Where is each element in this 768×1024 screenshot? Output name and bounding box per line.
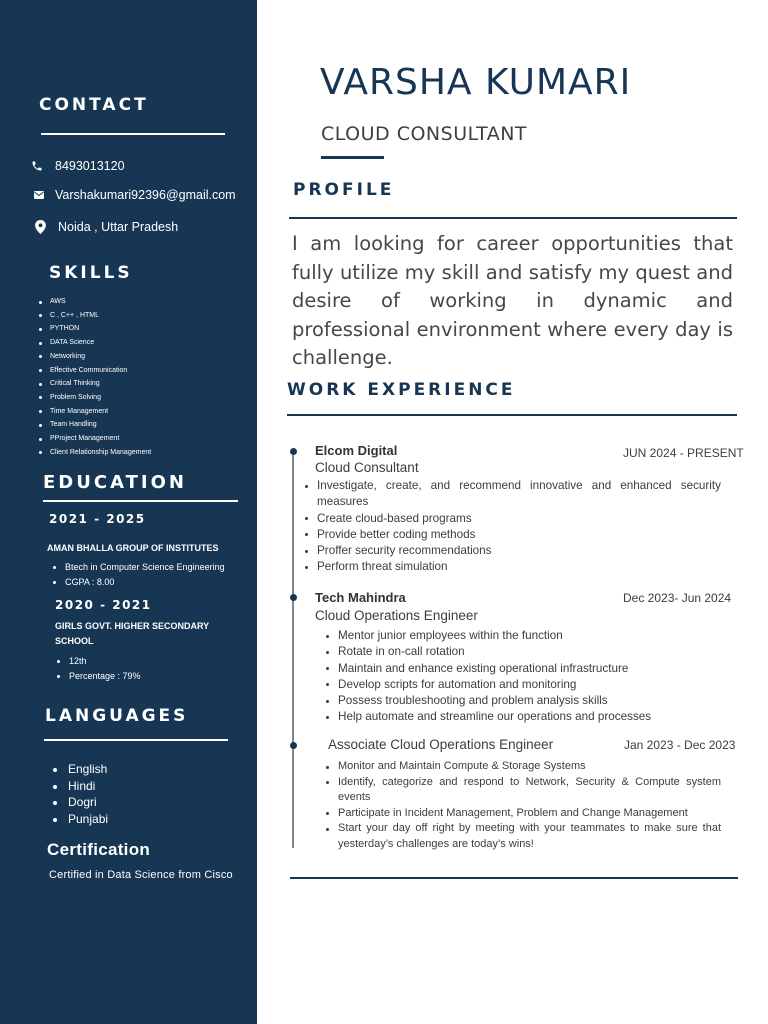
role-underline [321,156,384,159]
company-name: Elcom Digital [315,443,398,458]
skill-item: Problem Solving [38,391,151,405]
education-years: 2021 - 2025 [49,512,146,526]
job-title: Cloud Operations Engineer [315,608,478,623]
phone-number: 8493013120 [55,159,125,173]
job-title: Cloud Consultant [315,460,419,475]
skill-item: AWS [38,295,151,309]
education-detail: 12th [52,654,141,669]
mail-icon [32,188,46,202]
duty-item: Provide better coding methods [317,527,721,543]
education-detail: Btech in Computer Science Engineering [48,560,225,575]
skill-item: DATA Science [38,336,151,350]
education-detail: Percentage : 79% [52,669,141,684]
skill-item: C , C++ , HTML [38,309,151,323]
skill-item: PYTHON [38,322,151,336]
certification-text: Certified in Data Science from Cisco [49,869,233,881]
skills-heading: SKILLS [49,263,133,283]
language-item: Punjabi [50,811,108,828]
education-details [52,654,141,684]
timeline-dot [290,742,297,749]
education-divider [43,500,238,502]
timeline-dot [290,594,297,601]
profile-heading: PROFILE [293,180,395,200]
education-details [48,560,225,590]
languages-list [50,761,108,827]
candidate-name: VARSHA KUMARI [320,62,632,103]
duty-item: Rotate in on-call rotation [338,644,728,660]
contact-heading: CONTACT [39,95,149,115]
timeline-dot [290,448,297,455]
skill-item: Effective Communication [38,364,151,378]
duty-item: Maintain and enhance existing operational infrastructure [338,661,728,677]
skill-item: Team Handling [38,418,151,432]
skill-item: Networking [38,350,151,364]
work-experience-heading: WORK EXPERIENCE [287,380,516,400]
education-detail: CGPA : 8.00 [48,575,225,590]
duty-item: Start your day off right by meeting with your teammates to make sure that yesterday’s challenges are today’s wins! [338,821,721,852]
duty-item: Possess troubleshooting and problem analysis skills [338,693,728,709]
duty-item: Participate in Incident Management, Problem and Change Management [338,806,721,822]
duty-item: Mentor junior employees within the function [338,628,728,644]
skills-list [38,295,151,459]
skill-item: Critical Thinking [38,377,151,391]
duty-item: Create cloud-based programs [317,511,721,527]
profile-text: I am looking for career opportunities that fully utilize my skill and satisfy my quest and desire of working in dynamic and professional environment where every day is challenge. [292,232,733,369]
contact-email [32,188,236,202]
education-heading: EDUCATION [43,472,187,493]
job-title: Associate Cloud Operations Engineer [328,737,554,752]
duty-item: Proffer security recommendations [317,543,721,559]
education-school: GIRLS GOVT. HIGHER SECONDARY SCHOOL [55,621,210,646]
work-experience-divider [287,414,737,416]
language-item: Dogri [50,794,108,811]
education-years: 2020 - 2021 [55,598,152,612]
duty-item: Develop scripts for automation and monitoring [338,677,728,693]
job-date: Jan 2023 - Dec 2023 [624,738,736,752]
job-duties [338,759,721,853]
duty-item: Identify, categorize and respond to Network, Security & Compute system events [338,775,721,806]
timeline-line [292,452,294,848]
duty-item: Monitor and Maintain Compute & Storage Systems [338,759,721,775]
location-text: Noida , Uttar Pradesh [58,220,179,234]
languages-divider [44,739,228,741]
bottom-divider [290,877,738,879]
languages-heading: LANGUAGES [45,706,189,726]
job-duties [317,478,721,576]
location-pin-icon [33,220,47,234]
education-school: AMAN BHALLA GROUP OF INSTITUTES [47,543,219,553]
job-date: Dec 2023- Jun 2024 [623,591,732,605]
skill-item: Client Relationship Management [38,446,151,460]
language-item: English [50,761,108,778]
profile-divider [289,217,737,219]
contact-divider [41,133,225,135]
skill-item: PProject Management [38,432,151,446]
sidebar [0,0,257,1024]
skill-item: Time Management [38,405,151,419]
job-date: JUN 2024 - PRESENT [623,446,744,460]
certification-heading: Certification [47,840,151,859]
contact-phone [30,159,125,173]
candidate-role: CLOUD CONSULTANT [321,123,528,145]
duty-item: Investigate, create, and recommend innovative and enhanced security measures [317,478,721,511]
phone-icon [30,159,44,173]
language-item: Hindi [50,778,108,795]
duty-item: Perform threat simulation [317,559,721,575]
duty-item: Help automate and streamline our operations and processes [338,709,728,725]
company-name: Tech Mahindra [315,590,406,605]
contact-location [33,220,178,234]
job-duties [338,628,728,726]
email-address: Varshakumari92396@gmail.com [55,188,236,202]
